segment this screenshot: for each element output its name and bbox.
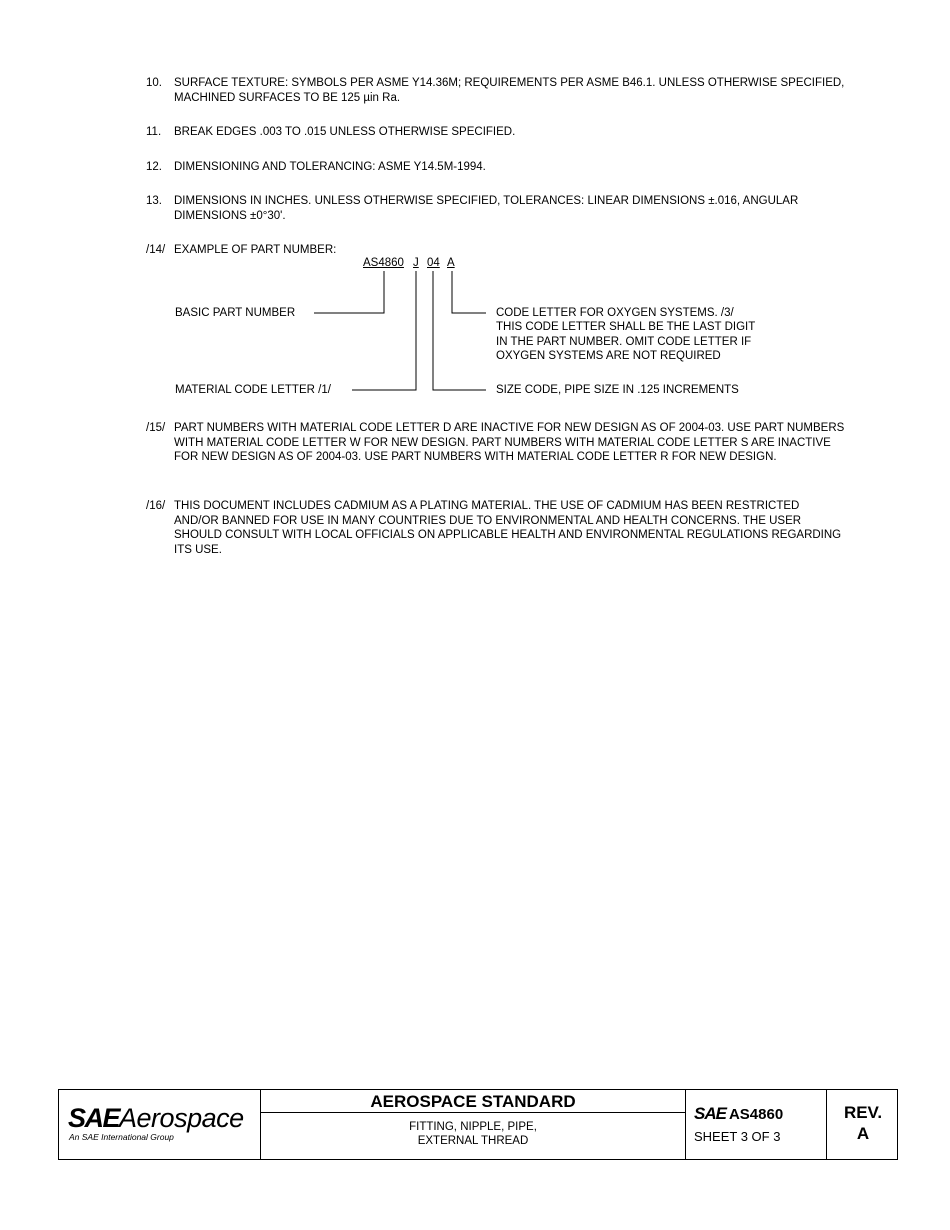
label-basic-part-number: BASIC PART NUMBER [175, 307, 296, 319]
subtitle-line-1: FITTING, NIPPLE, PIPE, [409, 1121, 537, 1133]
note-text: EXAMPLE OF PART NUMBER: [174, 244, 337, 256]
leader-oxygen [452, 271, 486, 313]
label-material-code: MATERIAL CODE LETTER /1/ [175, 384, 331, 396]
document-number-cell [686, 1090, 827, 1159]
label-size-code: SIZE CODE, PIPE SIZE IN .125 INCREMENTS [496, 384, 739, 396]
sae-aerospace-logo [68, 1103, 244, 1142]
pn-size: 04 [427, 257, 440, 269]
subtitle-line-2: EXTERNAL THREAD [417, 1135, 529, 1147]
doc-number: AS4860 [728, 1106, 784, 1123]
note-text: PART NUMBERS WITH MATERIAL CODE LETTER D ARE INACTIVE FOR NEW DESIGN AS OF 2004-03. USE PART NUMBERS WITH MATERIAL CODE LETTER W FOR NEW DESIGN. PART NUMBERS WITH MATERIAL CODE LETTER S ARE INACTIVE FOR NEW DESIGN AS OF 2004-03. USE PART NUMBERS WITH MATERIAL CODE LETTER R FOR NEW DESIGN. [174, 422, 845, 464]
note-number: 11. [146, 126, 162, 138]
sheet-indicator: SHEET 3 OF 3 [694, 1129, 781, 1144]
leader-basic [314, 271, 384, 313]
revision [827, 1102, 899, 1144]
label-oxygen-line2: THIS CODE LETTER SHALL BE THE LAST DIGIT [496, 321, 756, 333]
label-oxygen-line1: CODE LETTER FOR OXYGEN SYSTEMS. /3/ [496, 307, 734, 319]
leader-size [433, 271, 486, 390]
pn-material: J [413, 257, 419, 269]
document-subtitle [261, 1120, 685, 1148]
logo-tagline: An SAE International Group [69, 1132, 174, 1142]
note-number: 13. [146, 195, 162, 207]
rev-value: A [856, 1124, 870, 1143]
note-number: /15/ [146, 422, 166, 434]
label-oxygen-line4: OXYGEN SYSTEMS ARE NOT REQUIRED [496, 350, 721, 362]
document-number [694, 1104, 783, 1124]
standard-title: AEROSPACE STANDARD [261, 1090, 685, 1113]
title-cell [261, 1090, 686, 1159]
note-text: BREAK EDGES .003 TO .015 UNLESS OTHERWISE SPECIFIED. [174, 126, 516, 138]
logo-cell [59, 1090, 261, 1159]
pn-oxygen: A [447, 257, 455, 269]
note-number: 10. [146, 77, 162, 89]
note-text: DIMENSIONS IN INCHES. UNLESS OTHERWISE SPECIFIED, TOLERANCES: LINEAR DIMENSIONS ±.016, ANGULAR DIMENSIONS ±0°30'. [174, 195, 799, 222]
pn-basic: AS4860 [363, 257, 404, 269]
note-text: THIS DOCUMENT INCLUDES CADMIUM AS A PLATING MATERIAL. THE USE OF CADMIUM HAS BEEN RESTRICTED AND/OR BANNED FOR USE IN MANY COUNTRIES DUE TO ENVIRONMENTAL AND HEALTH CONCERNS. THE USER SHOULD CONSULT WITH LOCAL OFFICIALS ON APPLICABLE HEALTH AND ENVIRONMENTAL REGULATIONS REGARDING ITS USE. [174, 500, 842, 556]
label-oxygen-line3: IN THE PART NUMBER. OMIT CODE LETTER IF [496, 336, 752, 348]
title-block [58, 1089, 898, 1160]
logo-sae: SAE [68, 1103, 120, 1133]
note-text: SURFACE TEXTURE: SYMBOLS PER ASME Y14.36M; REQUIREMENTS PER ASME B46.1. UNLESS OTHERWISE SPECIFIED, MACHINED SURFACES TO BE 125 µin Ra. [174, 77, 845, 104]
note-15 [146, 421, 846, 465]
rev-label: REV. [843, 1103, 883, 1122]
note-number: /16/ [146, 500, 166, 512]
leader-lines [0, 0, 950, 420]
note-text: DIMENSIONING AND TOLERANCING: ASME Y14.5M-1994. [174, 161, 486, 173]
note-number: 12. [146, 161, 162, 173]
revision-cell [827, 1090, 899, 1159]
note-number: /14/ [146, 244, 166, 256]
note-16 [146, 499, 846, 557]
sae-mark: SAE [694, 1104, 726, 1123]
logo-aerospace: Aerospace [119, 1103, 244, 1133]
